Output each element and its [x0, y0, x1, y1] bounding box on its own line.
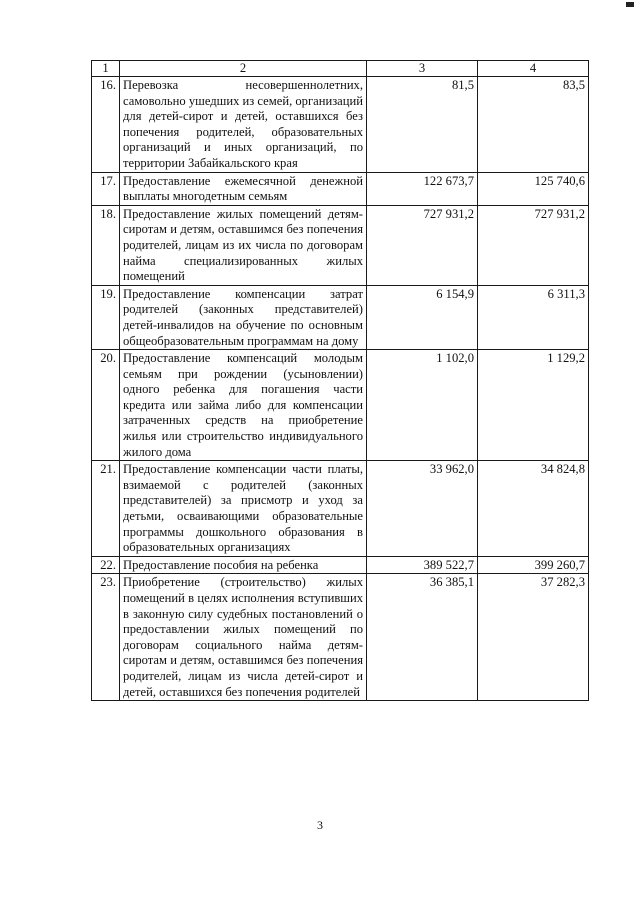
row-value-col4: 727 931,2 — [478, 205, 589, 285]
row-description: Приобретение (строительство) жилых помещений в целях исполнения вступивших в законную силу судебных постановлений о предоставлении жилых помещений по договорам социального найма детям-сиротам и детям, оставшимся без попечения родителей, лицам из числа детей-сирот и детей, оставшихся без попечения родителей — [120, 574, 367, 701]
row-value-col4: 83,5 — [478, 77, 589, 173]
row-number: 16. — [92, 77, 120, 173]
row-value-col4: 399 260,7 — [478, 556, 589, 574]
header-col-1: 1 — [92, 61, 120, 77]
row-description: Перевозка несовершеннолетних, самовольно ушедших из семей, организаций для детей-сирот и детей, оставшихся без попечения родителей, образовательных организаций и иных организаций, по территории Забайкальского края — [120, 77, 367, 173]
table-row — [92, 350, 589, 461]
row-value-col3: 727 931,2 — [367, 205, 478, 285]
row-value-col3: 122 673,7 — [367, 172, 478, 205]
table-header-row — [92, 61, 589, 77]
row-number: 20. — [92, 350, 120, 461]
row-value-col3: 81,5 — [367, 77, 478, 173]
row-number: 19. — [92, 285, 120, 349]
row-number: 22. — [92, 556, 120, 574]
row-number: 23. — [92, 574, 120, 701]
header-col-4: 4 — [478, 61, 589, 77]
row-value-col3: 36 385,1 — [367, 574, 478, 701]
header-col-2: 2 — [120, 61, 367, 77]
row-number: 18. — [92, 205, 120, 285]
table-row — [92, 205, 589, 285]
row-number: 21. — [92, 461, 120, 557]
scan-corner-mark — [626, 2, 634, 7]
table-row — [92, 172, 589, 205]
row-value-col3: 389 522,7 — [367, 556, 478, 574]
page-number: 3 — [317, 818, 323, 832]
row-value-col4: 34 824,8 — [478, 461, 589, 557]
table-row — [92, 461, 589, 557]
row-value-col4: 37 282,3 — [478, 574, 589, 701]
row-value-col3: 1 102,0 — [367, 350, 478, 461]
table-row — [92, 285, 589, 349]
row-value-col3: 6 154,9 — [367, 285, 478, 349]
row-description: Предоставление компенсации затрат родителей (законных представителей) детей-инвалидов на обучение по основным общеобразовательным программам на дому — [120, 285, 367, 349]
table-row — [92, 556, 589, 574]
row-number: 17. — [92, 172, 120, 205]
row-value-col4: 6 311,3 — [478, 285, 589, 349]
row-description: Предоставление пособия на ребенка — [120, 556, 367, 574]
row-description: Предоставление ежемесячной денежной выплаты многодетным семьям — [120, 172, 367, 205]
header-col-3: 3 — [367, 61, 478, 77]
row-description: Предоставление компенсаций молодым семьям при рождении (усыновлении) одного ребенка для погашения части кредита или займа либо для компенсации затраченных средств на приобретение жилья или строительство индивидуального жилого дома — [120, 350, 367, 461]
budget-table — [91, 60, 589, 701]
row-value-col3: 33 962,0 — [367, 461, 478, 557]
row-value-col4: 125 740,6 — [478, 172, 589, 205]
row-value-col4: 1 129,2 — [478, 350, 589, 461]
row-description: Предоставление жилых помещений детям-сиротам и детям, оставшимся без попечения родителей, лицам из их числа по договорам найма специализированных жилых помещений — [120, 205, 367, 285]
table-row — [92, 77, 589, 173]
table-row — [92, 574, 589, 701]
row-description: Предоставление компенсации части платы, взимаемой с родителей (законных представителей) за присмотр и уход за детьми, осваивающими образовательные программы дошкольного образования в образовательных организациях — [120, 461, 367, 557]
